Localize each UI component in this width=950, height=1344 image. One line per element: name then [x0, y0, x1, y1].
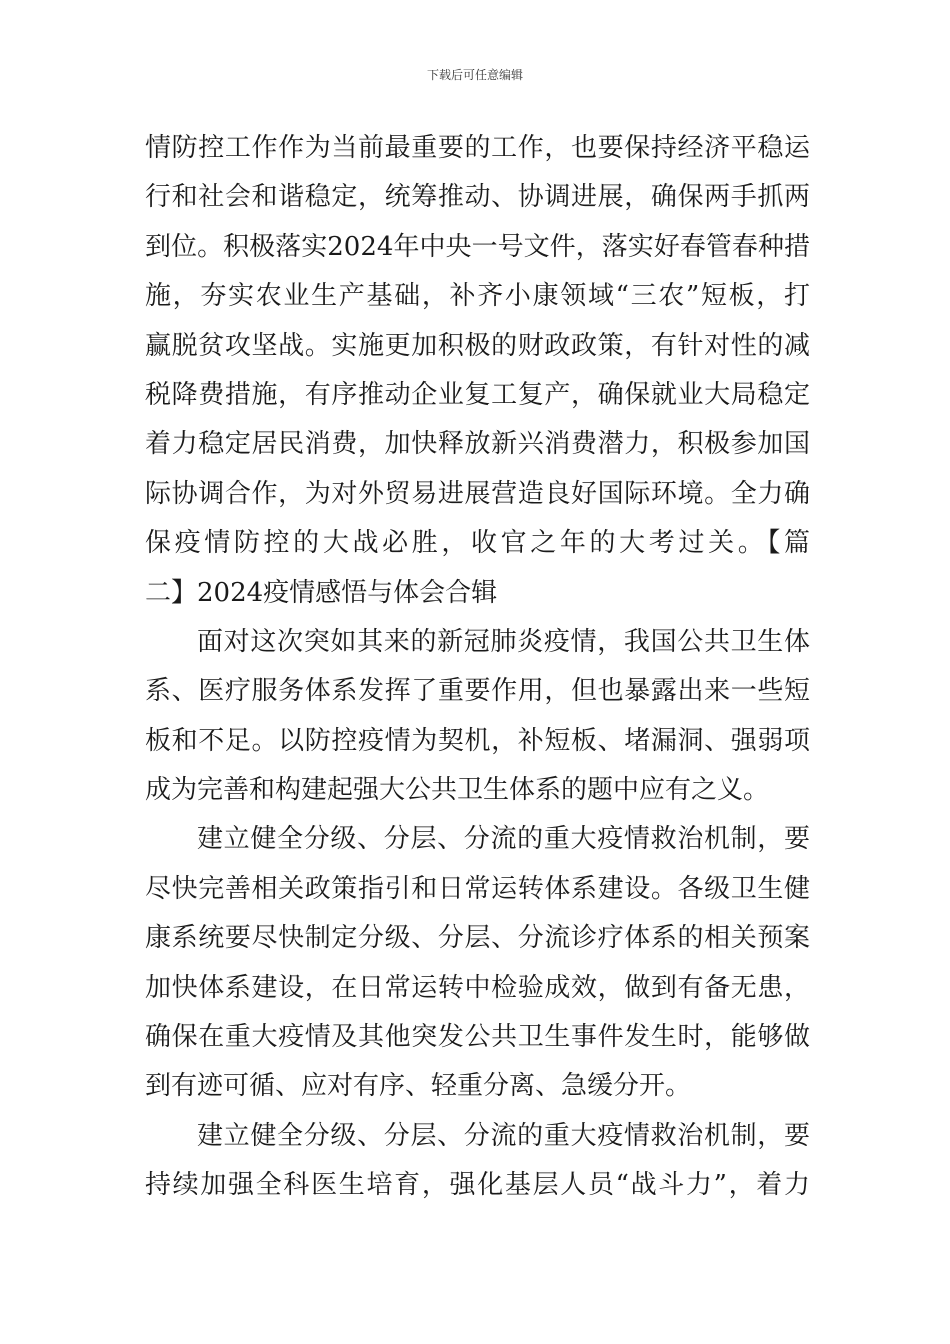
- text-line: 持续加强全科医生培育，强化基层人员“战斗力”，着力: [145, 1170, 810, 1201]
- section-heading-line: 二】2024疫情感悟与体会合辑: [145, 577, 498, 608]
- text-line: 建立健全分级、分层、分流的重大疫情救治机制，要: [197, 824, 810, 855]
- text-line: 际协调合作，为对外贸易进展营造良好国际环境。全力确: [145, 478, 810, 509]
- text-line: 情防控工作作为当前最重要的工作，也要保持经济平稳运: [145, 133, 810, 163]
- text-line: 行和社会和谐稳定，统筹推动、协调进展，确保两手抓两: [145, 182, 810, 213]
- text-line: 确保在重大疫情及其他突发公共卫生事件发生时，能够做: [145, 1022, 810, 1053]
- text-line: 成为完善和构建起强大公共卫生体系的题中应有之义。: [145, 775, 770, 806]
- text-line: 税降费措施，有序推动企业复工复产，确保就业大局稳定: [145, 379, 810, 410]
- text-line: 建立健全分级、分层、分流的重大疫情救治机制，要: [197, 1120, 810, 1151]
- text-line: 保疫情防控的大战必胜，收官之年的大考过关。【篇: [145, 528, 810, 559]
- text-line: 加快体系建设，在日常运转中检验成效，做到有备无患，: [145, 972, 810, 1003]
- text-line: 到位。积极落实2024年中央一号文件，落实好春管春种措: [145, 231, 810, 262]
- page-header: 下载后可任意编辑: [426, 68, 523, 82]
- text-line: 赢脱贫攻坚战。实施更加积极的财政政策，有针对性的减: [145, 330, 810, 361]
- text-line: 施，夯实农业生产基础，补齐小康领域“三农”短板，打: [145, 281, 810, 312]
- document-body: [145, 124, 810, 1211]
- text-line: 系、医疗服务体系发挥了重要作用，但也暴露出来一些短: [145, 676, 810, 707]
- text-line: 板和不足。以防控疫情为契机，补短板、堵漏洞、强弱项: [145, 725, 810, 756]
- text-line: 尽快完善相关政策指引和日常运转体系建设。各级卫生健: [145, 873, 810, 904]
- text-line: 康系统要尽快制定分级、分层、分流诊疗体系的相关预案: [145, 923, 810, 954]
- text-line: 到有迹可循、应对有序、轻重分离、急缓分开。: [145, 1071, 692, 1102]
- text-line: 面对这次突如其来的新冠肺炎疫情，我国公共卫生体: [197, 626, 810, 657]
- text-line: 着力稳定居民消费，加快释放新兴消费潜力，积极参加国: [145, 429, 810, 460]
